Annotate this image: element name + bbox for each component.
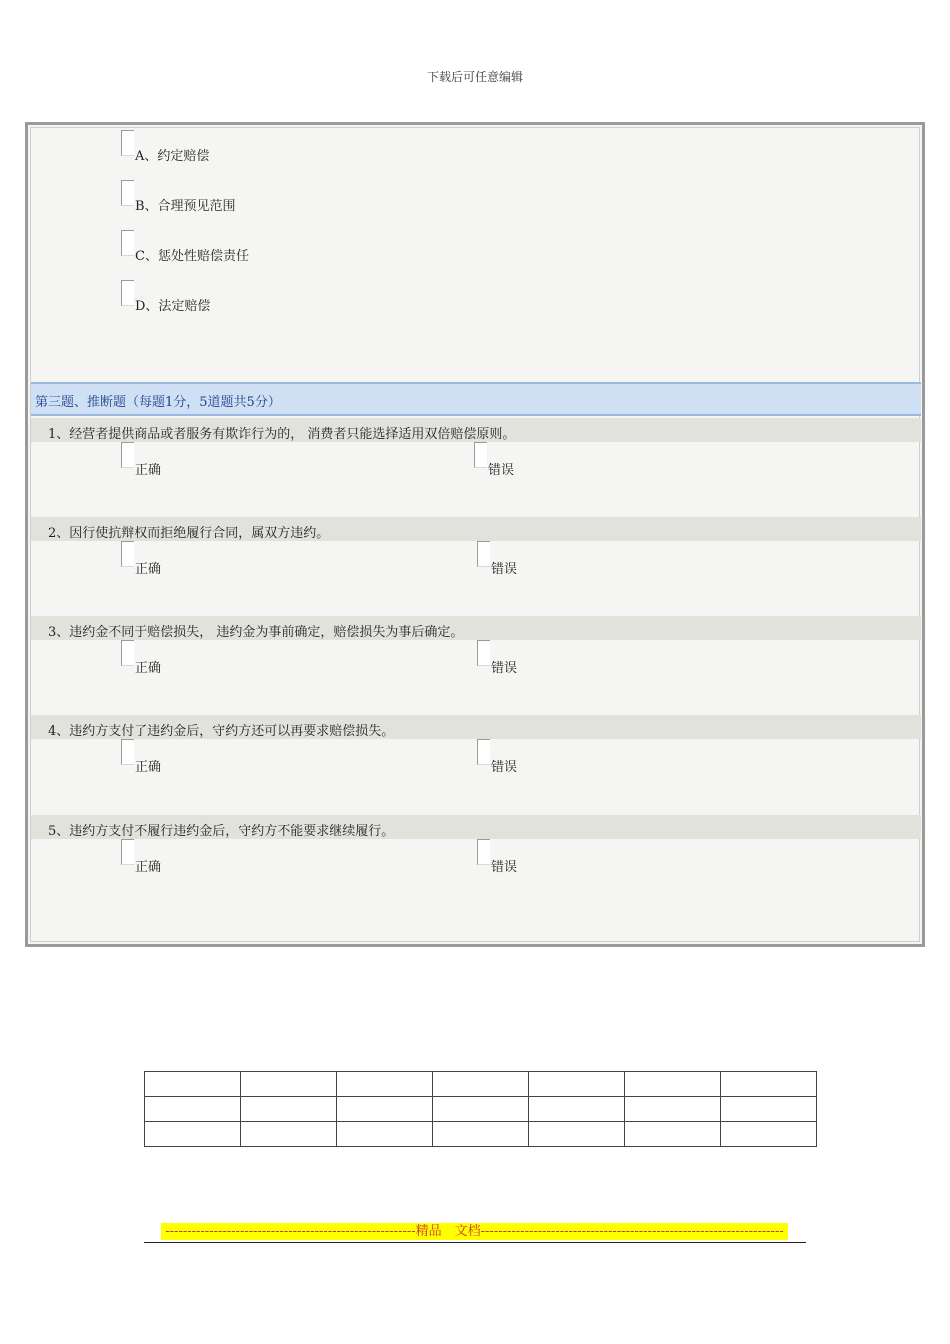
q1-true-label: 正确 (135, 463, 162, 478)
option-a-label: A、约定赔偿 (135, 149, 210, 164)
question-1-text: 1、经营者提供商品或者服务有欺诈行为的， 消费者只能选择适用双倍赔偿原则。 (48, 427, 516, 442)
q3-true-label: 正确 (135, 661, 162, 676)
table-cell (337, 1122, 433, 1147)
q3-false-radio[interactable] (477, 640, 490, 666)
option-d-label: D、法定赔偿 (135, 299, 211, 314)
table-row (145, 1097, 817, 1122)
option-a-checkbox[interactable] (121, 130, 134, 156)
question-4-text: 4、违约方支付了违约金后，守约方还可以再要求赔偿损失。 (48, 724, 395, 739)
option-b-checkbox[interactable] (121, 180, 134, 206)
q5-true-label: 正确 (135, 860, 162, 875)
q1-false-radio[interactable] (474, 442, 487, 468)
q4-true-radio[interactable] (121, 739, 134, 765)
q3-true-radio[interactable] (121, 640, 134, 666)
question-3-text: 3、违约金不同于赔偿损失， 违约金为事前确定，赔偿损失为事后确定。 (48, 625, 464, 640)
q2-true-label: 正确 (135, 562, 162, 577)
question-2-text: 2、因行使抗辩权而拒绝履行合同，属双方违约。 (48, 526, 330, 541)
table-cell (433, 1122, 529, 1147)
table-cell (337, 1097, 433, 1122)
table-cell (529, 1097, 625, 1122)
table-cell (625, 1097, 721, 1122)
table-cell (529, 1072, 625, 1097)
table-cell (721, 1072, 817, 1097)
exam-panel-inner (30, 127, 920, 942)
table-cell (625, 1072, 721, 1097)
table-cell (433, 1097, 529, 1122)
table-row (145, 1072, 817, 1097)
question-1-bar (31, 418, 921, 442)
q2-true-radio[interactable] (121, 541, 134, 567)
q5-false-radio[interactable] (477, 839, 490, 865)
empty-grid-table (144, 1071, 817, 1147)
table-cell (721, 1097, 817, 1122)
option-b-label: B、合理预见范围 (135, 199, 236, 214)
q2-false-radio[interactable] (477, 541, 490, 567)
footer-divider (144, 1242, 806, 1243)
table-cell (529, 1122, 625, 1147)
question-2-bar (31, 517, 921, 541)
q3-false-label: 错误 (491, 661, 518, 676)
question-3-bar (31, 616, 921, 640)
table-cell (241, 1122, 337, 1147)
table-cell (433, 1072, 529, 1097)
q4-true-label: 正确 (135, 760, 162, 775)
table-cell (721, 1122, 817, 1147)
section-title: 第三题、推断题（每题1分，5道题共5分） (35, 395, 281, 410)
table-cell (625, 1122, 721, 1147)
table-cell (145, 1097, 241, 1122)
q4-false-radio[interactable] (477, 739, 490, 765)
exam-panel (25, 122, 925, 947)
q5-true-radio[interactable] (121, 839, 134, 865)
q1-false-label: 错误 (488, 463, 515, 478)
table-cell (145, 1122, 241, 1147)
q5-false-label: 错误 (491, 860, 518, 875)
question-4-bar (31, 715, 921, 739)
q4-false-label: 错误 (491, 760, 518, 775)
table-cell (337, 1072, 433, 1097)
option-d-checkbox[interactable] (121, 280, 134, 306)
option-c-checkbox[interactable] (121, 230, 134, 256)
table-cell (241, 1097, 337, 1122)
table-cell (145, 1072, 241, 1097)
table-cell (241, 1072, 337, 1097)
section-header (31, 382, 921, 416)
footer-banner: ---------------------------------------------------------精品 文档--------------------------------------------------------------------- (161, 1223, 788, 1240)
question-5-text: 5、违约方支付不履行违约金后，守约方不能要求继续履行。 (48, 824, 395, 839)
q2-false-label: 错误 (491, 562, 518, 577)
option-c-label: C、惩处性赔偿责任 (135, 249, 249, 264)
table-row (145, 1122, 817, 1147)
q1-true-radio[interactable] (121, 442, 134, 468)
page-header: 下载后可任意编辑 (426, 70, 523, 84)
question-5-bar (31, 815, 921, 839)
